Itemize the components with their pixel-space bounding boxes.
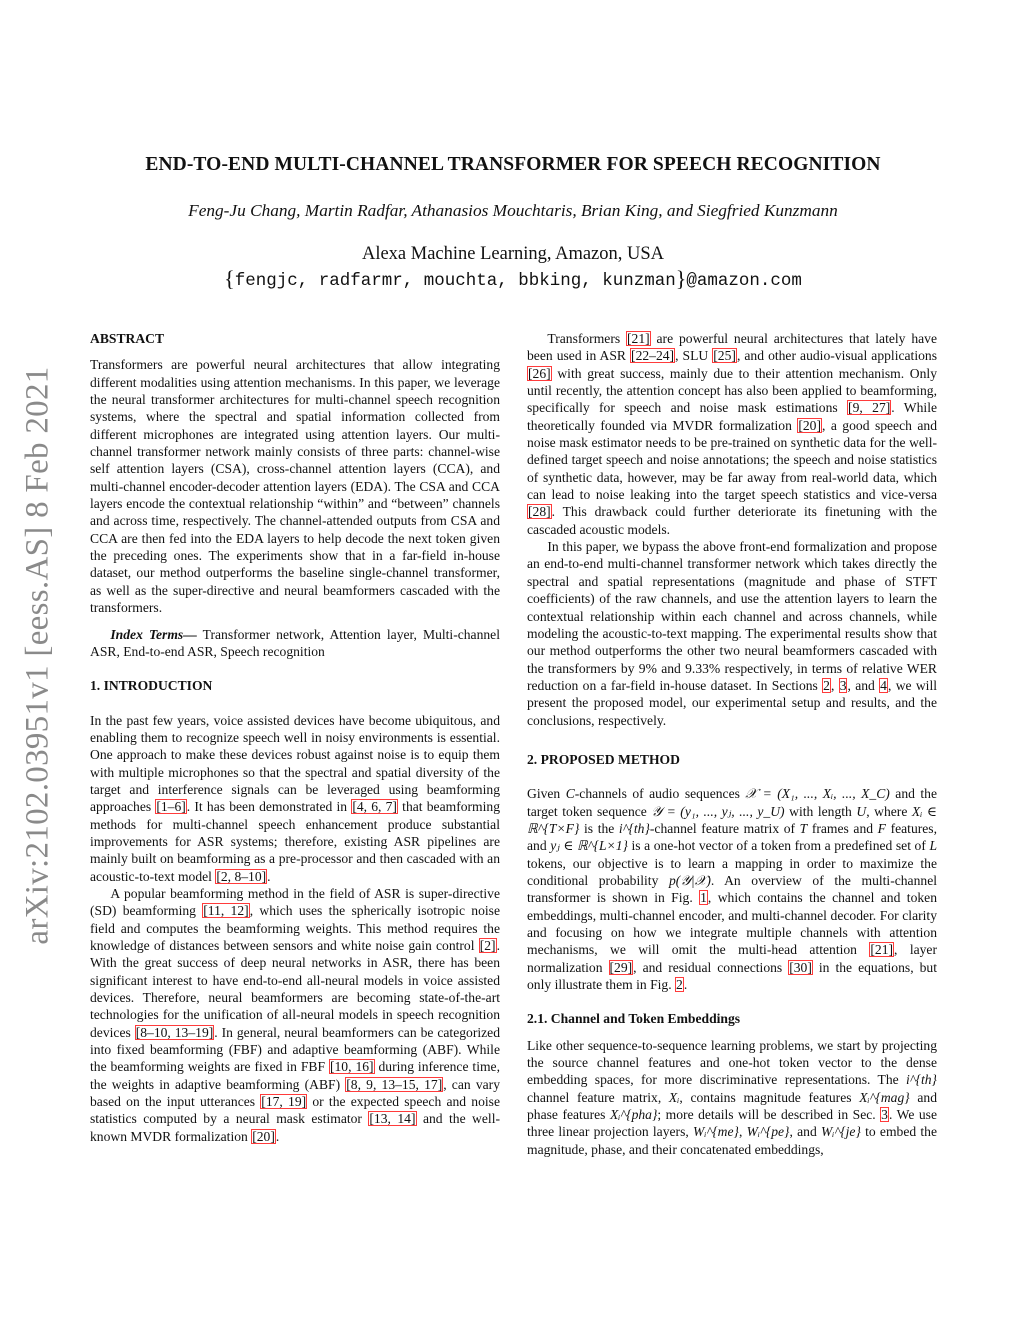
math-inline: Wᵢ^{je}: [820, 1124, 861, 1140]
math-inline: yⱼ ∈ ℝ^{L×1}: [550, 838, 628, 854]
math-inline: F: [877, 820, 886, 836]
citation-link[interactable]: [29]: [609, 959, 633, 975]
intro-paragraph: A popular beamforming method in the field of ASR is super-directive (SD) beamforming [11, 12], which uses the spherically isotropic noise field and computes the beamforming weights. This method requires the knowledge of distances between sensors and white noise gain control [2]. With the great success of deep neural networks in ASR, there has been significant interest to have end-to-end all-neural models in voice assisted devices. Therefore, neural beamformers are becoming state-of-the-art technologies for the unification of all-neural models in speech recognition devices [8–10, 13–19]. In general, neural beamformers can be categorized into fixed beamforming (FBF) and adaptive beamforming (ABF). While the beamforming weights are fixed in FBF [10, 16] during inference time, the weights in adaptive beamforming (ABF) [8, 9, 13–15, 17], can vary based on the input utterances [17, 19] or the expected speech and noise statistics computed by a neural mask estimator [13, 14] and the well-known MVDR formalization [20].: [90, 885, 500, 1144]
math-inline: i^{th}: [618, 820, 650, 836]
citation-link[interactable]: [2, 8–10]: [216, 868, 267, 884]
citation-link[interactable]: [11, 12]: [203, 903, 249, 919]
index-terms: Index Terms— Transformer network, Attention layer, Multi-channel ASR, End-to-end ASR, Speech recognition: [90, 626, 500, 659]
abstract-heading: ABSTRACT: [90, 331, 165, 346]
citation-link[interactable]: [17, 19]: [261, 1094, 307, 1110]
math-inline: p(𝒴|𝒳): [668, 872, 711, 888]
figure-link[interactable]: 2: [676, 977, 683, 993]
method-paragraph: Given C-channels of audio sequences 𝒳 = (X₁, ..., Xᵢ, ..., X_C) and the target token sequence 𝒴 = (y₁, ..., yⱼ, ..., y_U) with length U, where Xᵢ ∈ ℝ^{T×F} is the i^{th}-channel feature matrix of T frames and F features, and yⱼ ∈ ℝ^{L×1} is a one-hot vector of a token from a predefined set of L tokens, our objective is to learn a mapping in order to maximize the conditional probability p(𝒴|𝒳). An overview of the multi-channel transformer is shown in Fig. 1, which contains the channel and token embeddings, multi-channel encoder, and multi-channel decoder. For clarity and focusing on how we integrate multiple channels with attention mechanisms, we will omit the multi-head attention [21], layer normalization [29], and residual connections [30] in the equations, but only illustrate them in Fig. 2.: [527, 786, 938, 993]
math-inline: Wᵢ^{pe}: [746, 1124, 790, 1140]
citation-link[interactable]: [20]: [798, 417, 821, 433]
left-column: [90, 330, 500, 1145]
figure-link[interactable]: 1: [700, 890, 707, 906]
section-link[interactable]: 2: [823, 677, 830, 693]
section-link[interactable]: 3: [839, 677, 847, 693]
math-inline: 𝒳 = (X₁, ..., Xᵢ, ..., X_C): [745, 786, 890, 802]
right-column: [527, 330, 937, 1158]
math-inline: C: [565, 786, 575, 802]
math-inline: L: [929, 838, 938, 854]
math-inline: Xᵢ^{pha}: [609, 1107, 658, 1123]
citation-link[interactable]: [8, 9, 13–15, 17]: [346, 1076, 443, 1092]
math-inline: 𝒴 = (y₁, ..., yⱼ, ..., y_U): [651, 803, 785, 819]
citation-link[interactable]: [1–6]: [156, 799, 186, 815]
citation-link[interactable]: [28]: [528, 504, 551, 520]
math-inline: U: [856, 803, 867, 819]
citation-link[interactable]: [8–10, 13–19]: [135, 1024, 214, 1040]
section-link[interactable]: 4: [880, 677, 887, 693]
paper-title: END-TO-END MULTI-CHANNEL TRANSFORMER FOR SPEECH RECOGNITION: [145, 154, 881, 175]
citation-link[interactable]: [9, 27]: [848, 400, 891, 416]
math-inline: i^{th}: [906, 1072, 937, 1088]
intro-paragraph: In the past few years, voice assisted devices have become ubiquitous, and enabling them to recognize speech well in noisy environments is essential. One approach to make these devices robust against noise is to equip them with multiple microphones so that the spectral and spatial diversity of the target and interference signals can be leveraged using beamforming approaches [1–6]. It has been demonstrated in [4, 6, 7] that beamforming methods for multi-channel speech enhancement produce substantial improvements for ASR systems; therefore, existing ASR pipelines are mainly built on beamforming as a pre-processor and then cascaded with an acoustic-to-text model [2, 8–10].: [90, 712, 500, 884]
math-inline: T: [799, 820, 808, 836]
citation-link[interactable]: [2]: [479, 938, 496, 953]
citation-link[interactable]: [22–24]: [631, 348, 675, 364]
citation-link[interactable]: [21]: [870, 942, 894, 958]
citation-link[interactable]: [26]: [528, 365, 551, 381]
citation-link[interactable]: [30]: [789, 959, 812, 975]
method-heading: 2. PROPOSED METHOD: [527, 751, 680, 767]
citation-link[interactable]: [21]: [627, 331, 650, 346]
math-inline: Wᵢ^{me}: [693, 1124, 739, 1140]
method-paragraph: Like other sequence-to-sequence learning problems, we start by projecting the source channel features and one-hot token vector to the dense embedding spaces, for more discriminative representations. The i^{th} channel feature matrix, Xᵢ, contains magnitude features Xᵢ^{mag} and phase features Xᵢ^{pha}; more details will be described in Sec. 3. We use three linear projection layers, Wᵢ^{me}, Wᵢ^{pe}, and Wᵢ^{je} to embed the magnitude, phase, and their concatenated embeddings,: [527, 1037, 937, 1157]
intro-paragraph: Transformers [21] are powerful neural architectures that lately have been used in ASR [22–24], SLU [25], and other audio-visual applications [26] with great success, mainly due to their attention mechanism. Only until recently, the attention concept has also been applied to beamforming, specifically for speech and noise mask estimations [9, 27]. While theoretically founded via MVDR formalization [20], a good speech and noise mask estimator needs to be pre-trained on synthetic data for the well-defined target speech and noise annotations; the speech and noise statistics of synthetic data, however, may be far away from real-world data, which can lead to noise leaking into the target speech statistics and vice-versa [28]. This drawback could further deteriorate its finetuning with the cascaded acoustic models.: [527, 331, 938, 537]
author-list: Feng-Ju Chang, Martin Radfar, Athanasios Mouchtaris, Brian King, and Siegfried Kunzmann: [188, 201, 838, 220]
citation-link[interactable]: [10, 16]: [329, 1059, 374, 1075]
citation-link[interactable]: [20]: [252, 1128, 275, 1144]
citation-link[interactable]: [4, 6, 7]: [352, 799, 397, 815]
citation-link[interactable]: [25]: [713, 348, 736, 364]
subsection-heading: 2.1. Channel and Token Embeddings: [527, 1011, 741, 1027]
intro-paragraph: In this paper, we bypass the above front-end formalization and propose an end-to-end multi-channel transformer network which takes directly the spectral and spatial representations (magnitude and phase of STFT coefficients) of the raw channels, and use the attention layers to learn the contextual relationship within each channel and across channels, while modeling the acoustic-to-text mapping. The experimental results show that our method outperforms the other two neural beamformers cascaded with the transformers by 9% and 9.33% respectively, in terms of relative WER reduction on a far-field in-house dataset. In Sections 2, 3, and 4, we will present the proposed model, our experimental setup and results, and the conclusions, respectively.: [527, 539, 938, 728]
intro-heading: 1. INTRODUCTION: [90, 678, 213, 694]
arxiv-stamp: arXiv:2102.03951v1 [eess.AS] 8 Feb 2021: [19, 365, 56, 945]
citation-link[interactable]: [13, 14]: [369, 1111, 416, 1127]
section-link[interactable]: 3: [881, 1107, 888, 1123]
math-inline: Xᵢ: [668, 1089, 680, 1105]
affiliation: Alexa Machine Learning, Amazon, USA: [361, 244, 665, 264]
abstract-body: Transformers are powerful neural architectures that allow integrating different modalities using attention mechanisms. In this paper, we leverage the neural transformer architectures for multi-channel speech recognition systems, where the spectral and spatial information collected from different microphones are integrated using attention layers. Our multi-channel transformer network mainly consists of three parts: channel-wise self attention layers (CSA), cross-channel attention layers (CCA), and multi-channel encoder-decoder attention layers (EDA). The CSA and CCA layers encode the contextual relationship “within” and “between” channels and across time, respectively. The channel-attended outputs from CSA and CCA are then fed into the EDA layers to help decode the next token given the preceding ones. The experiments show that in a far-field in-house dataset, our method outperforms the baseline single-channel transformer, as well as the super-directive and neural beamformers cascaded with the transformers.: [90, 357, 500, 616]
math-inline: Xᵢ ∈ ℝ^{T×F}: [527, 803, 937, 836]
author-emails: {fengjc, radfarmr, mouchta, bbking, kunzman}@amazon.com: [224, 266, 802, 291]
math-inline: Xᵢ^{mag}: [859, 1089, 910, 1105]
